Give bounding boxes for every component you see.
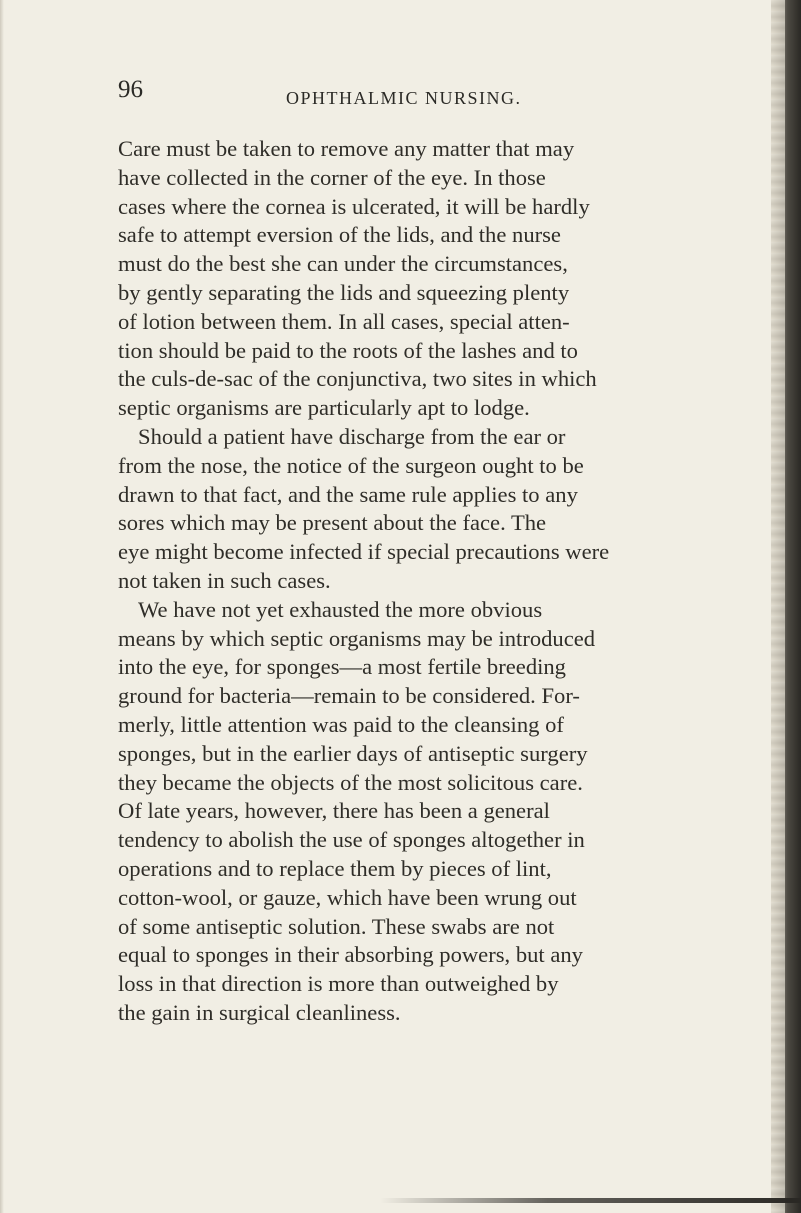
paragraph-start-line: We have not yet exhausted the more obvious	[138, 596, 543, 622]
text-line: septic organisms are particularly apt to lodge.	[118, 395, 530, 421]
text-line: cotton-wool, or gauze, which have been wrung out	[118, 884, 577, 910]
text-line: sponges, but in the earlier days of antiseptic surgery	[118, 740, 588, 766]
text-line: Of late years, however, there has been a general	[118, 798, 550, 824]
text-line: equal to sponges in their absorbing powers, but any	[118, 942, 583, 968]
text-line: tion should be paid to the roots of the lashes and to	[118, 337, 578, 363]
text-line: of some antiseptic solution. These swabs are not	[118, 913, 555, 939]
page-header	[118, 76, 768, 116]
text-line: cases where the cornea is ulcerated, it will be hardly	[118, 193, 590, 219]
text-line: safe to attempt eversion of the lids, and the nurse	[118, 222, 561, 248]
text-line: into the eye, for sponges—a most fertile breeding	[118, 654, 566, 680]
text-line: drawn to that fact, and the same rule applies to any	[118, 481, 578, 507]
text-line: they became the objects of the most solicitous care.	[118, 769, 583, 795]
text-line: the gain in surgical cleanliness.	[118, 999, 401, 1025]
text-line: sores which may be present about the face. The	[118, 510, 547, 536]
running-head: OPHTHALMIC NURSING.	[286, 88, 522, 108]
text-line: loss in that direction is more than outweighed by	[118, 971, 559, 997]
text-line: the culs-de-sac of the conjunctiva, two sites in which	[118, 366, 597, 392]
text-line: not taken in such cases.	[118, 567, 331, 593]
text-line: tendency to abolish the use of sponges altogether in	[118, 827, 585, 853]
text-line: from the nose, the notice of the surgeon ought to be	[118, 452, 584, 478]
text-line: operations and to replace them by pieces of lint,	[118, 855, 552, 881]
page-bottom-shadow	[380, 1198, 801, 1203]
page-left-edge	[0, 0, 4, 1213]
text-line: eye might become infected if special precautions were	[118, 539, 610, 565]
text-line: by gently separating the lids and squeezing plenty	[118, 279, 570, 305]
text-line: ground for bacteria—remain to be considered. For-	[118, 683, 580, 709]
page-number: 96	[118, 76, 143, 103]
text-line: merly, little attention was paid to the cleansing of	[118, 711, 564, 737]
text-line: Care must be taken to remove any matter that may	[118, 136, 575, 161]
text-line: of lotion between them. In all cases, special atten-	[118, 308, 570, 334]
body-text	[118, 135, 778, 1028]
text-line: have collected in the corner of the eye. In those	[118, 164, 546, 190]
text-line: must do the best she can under the circumstances,	[118, 251, 568, 277]
text-line: means by which septic organisms may be introduced	[118, 625, 596, 651]
paragraph-start-line: Should a patient have discharge from the ear or	[138, 423, 566, 449]
